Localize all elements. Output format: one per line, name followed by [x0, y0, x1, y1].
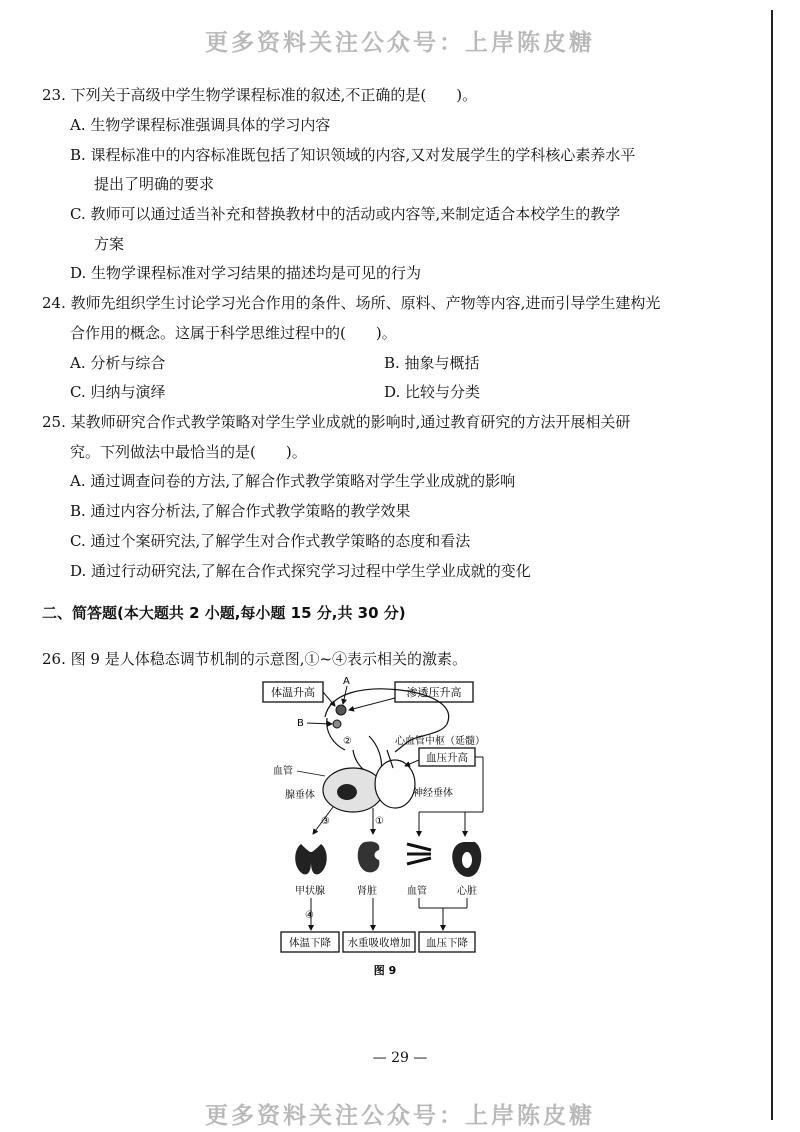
q23-option-d: D. 生物学课程标准对学习结果的描述均是可见的行为	[70, 264, 422, 282]
label-hormone-3: ③	[321, 816, 330, 827]
watermark-top: 更多资料关注公众号：上岸陈皮糖	[205, 30, 595, 56]
text-vessel-right: 血管	[407, 886, 427, 897]
q24-option-a: A. 分析与综合	[70, 354, 166, 372]
q23-option-b-line1: B. 课程标准中的内容标准既包括了知识领域的内容,又对发展学生的学科核心素养水平	[70, 146, 636, 164]
q25-option-d: D. 通过行动研究法,了解在合作式探究学习过程中学生学业成就的变化	[70, 562, 531, 580]
q26-stem: 26. 图 9 是人体稳态调节机制的示意图,①~④表示相关的激素。	[42, 650, 468, 668]
nucleus-b	[333, 720, 341, 728]
q23-option-c-line2: 方案	[94, 235, 125, 253]
q23-stem: 23. 下列关于高级中学生物学课程标准的叙述,不正确的是( )。	[42, 86, 478, 104]
text-cardio-center: 心血管中枢（延髓）	[395, 736, 485, 747]
q24-stem-line2: 合作用的概念。这属于科学思维过程中的( )。	[70, 324, 397, 342]
figure-9-diagram	[255, 672, 515, 992]
text-body-temp-up: 体温升高	[271, 686, 315, 699]
arrow-bp-to-center	[405, 760, 419, 766]
thyroid-shape	[295, 844, 327, 874]
q25-stem-line2: 究。下列做法中最恰当的是( )。	[70, 443, 307, 461]
q23-option-a: A. 生物学课程标准强调具体的学习内容	[70, 116, 331, 134]
section-heading: 二、简答题(本大题共 2 小题,每小题 15 分,共 30 分)	[42, 604, 406, 622]
q24-stem-line1: 24. 教师先组织学生讨论学习光合作用的条件、场所、原料、产物等内容,进而引导学生建构光	[42, 294, 661, 312]
text-osmotic-up: 渗透压升高	[406, 686, 462, 699]
q25-option-c: C. 通过个案研究法,了解学生对合作式教学策略的态度和看法	[70, 532, 471, 550]
q24-option-b: B. 抽象与概括	[384, 354, 480, 372]
text-neurohypophysis: 神经垂体	[413, 788, 453, 799]
text-kidney: 肾脏	[357, 886, 377, 897]
text-vessel-left: 血管	[273, 766, 293, 777]
nucleus-a	[336, 705, 346, 715]
figure-caption: 图 9	[373, 964, 397, 977]
q24-option-c: C. 归纳与演绎	[70, 383, 166, 401]
text-thyroid: 甲状腺	[295, 886, 325, 897]
label-hormone-1: ①	[375, 816, 384, 827]
q25-stem-line1: 25. 某教师研究合作式教学策略对学生学业成就的影响时,通过教育研究的方法开展相关研	[42, 413, 631, 431]
watermark-bottom: 更多资料关注公众号：上岸陈皮糖	[205, 1103, 595, 1129]
q24-option-d: D. 比较与分类	[384, 383, 481, 401]
arrow-temp-to-a	[323, 692, 335, 706]
label-hormone-2: ②	[343, 736, 352, 747]
q25-option-b: B. 通过内容分析法,了解合作式教学策略的教学效果	[70, 502, 411, 520]
q23-option-b-line2: 提出了明确的要求	[94, 175, 215, 193]
page-edge-rule	[771, 10, 773, 1120]
label-a: A	[343, 676, 350, 687]
text-bp-up: 血压升高	[426, 752, 468, 764]
neurohypophysis-shape	[375, 760, 415, 808]
vessel-left-leader	[297, 771, 325, 776]
text-heart: 心脏	[457, 886, 477, 897]
q25-option-a: A. 通过调查问卷的方法,了解合作式教学策略对学生学业成就的影响	[70, 472, 516, 490]
adenohypophysis-core	[337, 784, 357, 800]
vessels-shape	[407, 844, 431, 864]
heart-chamber	[462, 852, 472, 868]
text-temp-down: 体温下降	[289, 937, 331, 949]
stalk-right	[369, 736, 382, 772]
label-hormone-4: ④	[305, 910, 314, 921]
label-b: B	[297, 718, 304, 729]
text-pituitary: 腺垂体	[285, 790, 315, 801]
text-bp-down: 血压下降	[426, 937, 468, 949]
page-number: — 29 —	[372, 1050, 428, 1066]
arrow-b	[307, 723, 332, 724]
q23-option-c-line1: C. 教师可以通过适当补充和替换教材中的活动或内容等,来制定适合本校学生的教学	[70, 205, 621, 223]
kidney-shape	[358, 841, 380, 872]
arrow-osmotic-to-a	[349, 698, 395, 710]
text-water-reabsorb: 水重吸收增加	[347, 937, 411, 949]
